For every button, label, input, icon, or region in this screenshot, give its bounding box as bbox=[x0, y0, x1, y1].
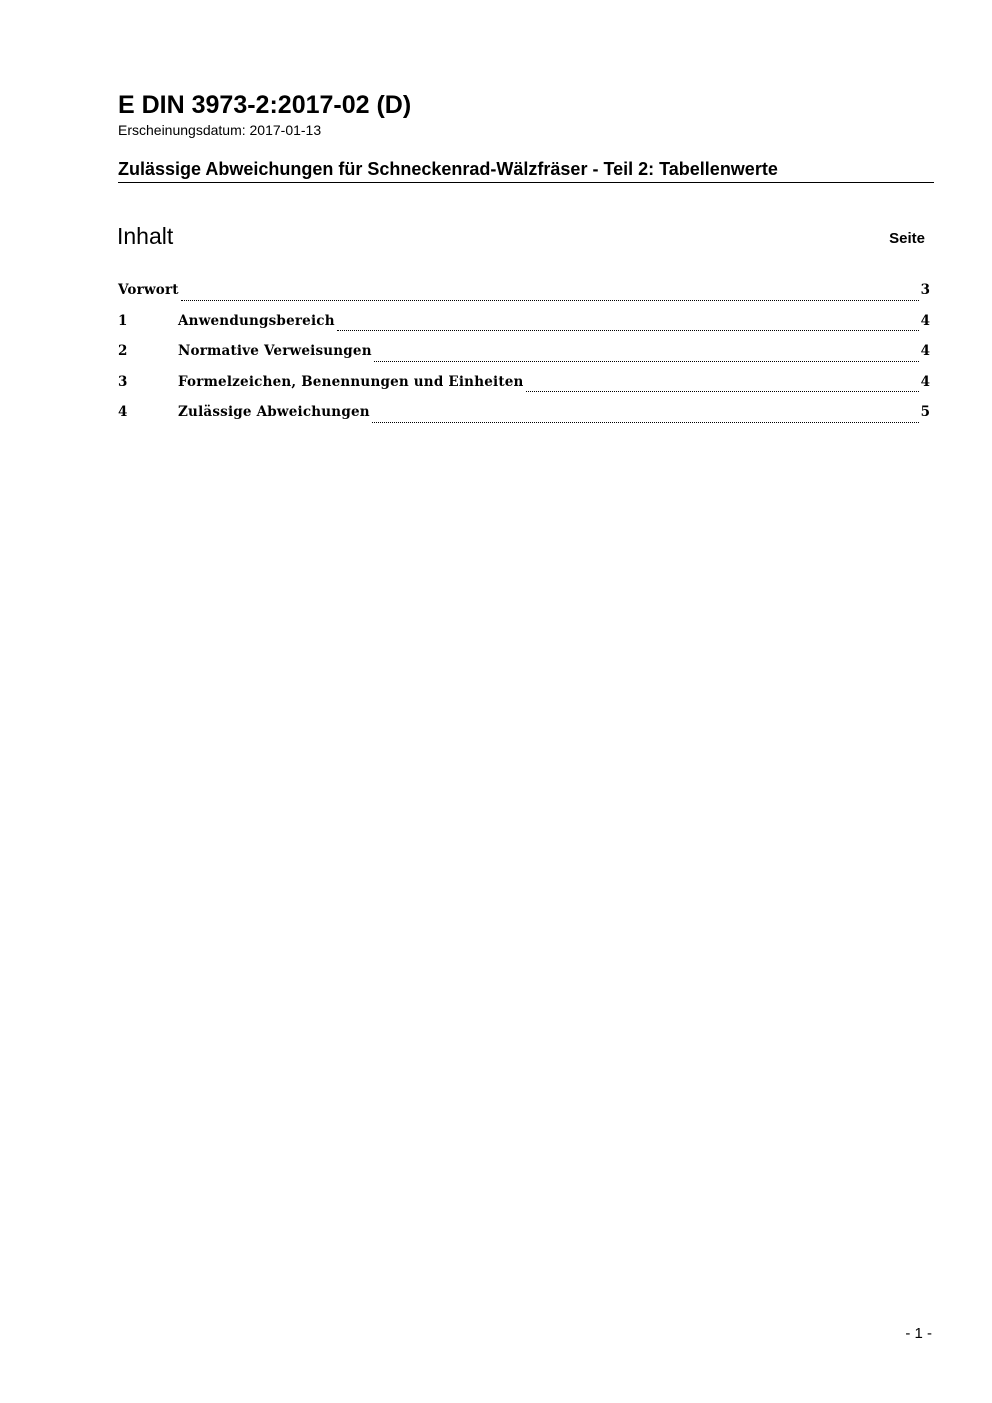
page-number: - 1 - bbox=[905, 1325, 932, 1342]
toc-entry-title: Vorwort bbox=[118, 282, 179, 298]
toc-entry-page: 4 bbox=[920, 343, 930, 359]
toc-entry-anwendungsbereich[interactable] bbox=[118, 310, 930, 341]
toc-entry-title: Zulässige Abweichungen bbox=[178, 404, 370, 420]
toc-dot-leader bbox=[372, 421, 919, 423]
publication-date: Erscheinungsdatum: 2017-01-13 bbox=[118, 122, 322, 138]
toc-dot-leader bbox=[526, 390, 919, 392]
document-subtitle: Zulässige Abweichungen für Schneckenrad-Wälzfräser - Teil 2: Tabellenwerte bbox=[118, 158, 934, 183]
toc-dot-leader bbox=[374, 360, 919, 362]
toc-page-column-label: Seite bbox=[889, 230, 925, 247]
toc-entry-formelzeichen[interactable] bbox=[118, 371, 930, 402]
toc-entry-title: Formelzeichen, Benennungen und Einheiten bbox=[178, 373, 524, 390]
toc-entry-vorwort[interactable] bbox=[118, 279, 930, 310]
toc-dot-leader bbox=[181, 299, 919, 301]
document-number: E DIN 3973-2:2017-02 (D) bbox=[118, 91, 412, 119]
toc-entry-number: 3 bbox=[118, 373, 128, 390]
toc-entry-number: 4 bbox=[118, 404, 128, 420]
toc-dot-leader bbox=[337, 329, 919, 331]
toc-entry-number: 2 bbox=[118, 343, 128, 359]
toc-entry-page: 5 bbox=[920, 404, 930, 420]
toc-entry-page: 4 bbox=[920, 312, 930, 329]
toc-entry-page: 4 bbox=[920, 373, 930, 390]
toc-entry-zulaessige-abweichungen[interactable] bbox=[118, 401, 930, 432]
toc-entry-number: 1 bbox=[118, 312, 128, 329]
toc-entry-title: Normative Verweisungen bbox=[178, 343, 372, 359]
table-of-contents bbox=[118, 279, 930, 432]
toc-entry-title: Anwendungsbereich bbox=[178, 312, 335, 329]
toc-entry-page: 3 bbox=[920, 282, 930, 298]
toc-entry-normative-verweisungen[interactable] bbox=[118, 340, 930, 371]
toc-heading: Inhalt bbox=[117, 223, 174, 249]
